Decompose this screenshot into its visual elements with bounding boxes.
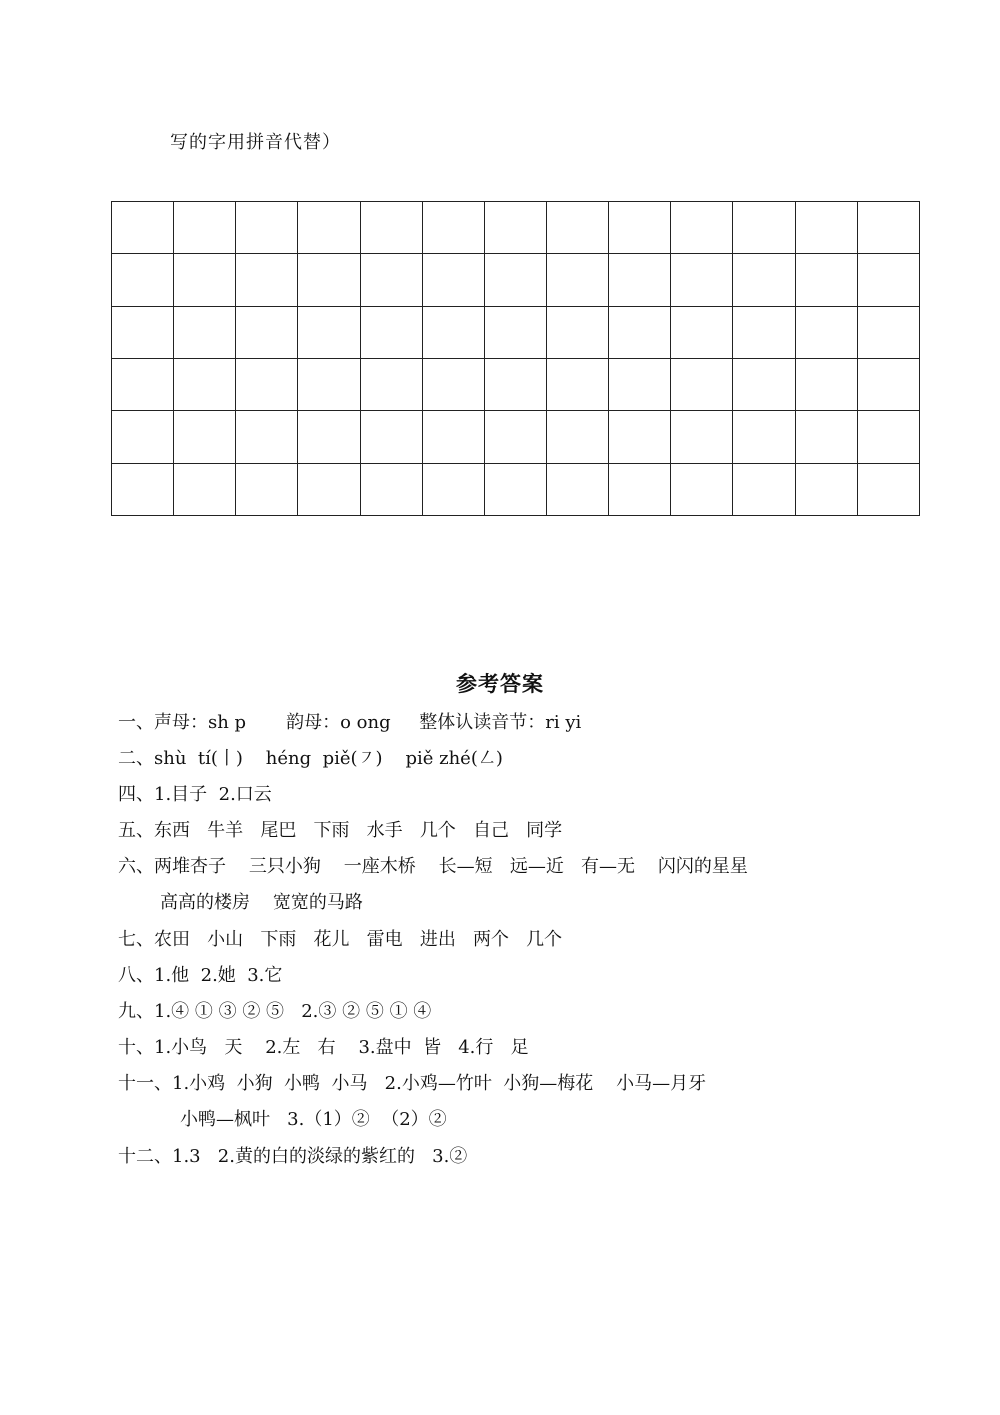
grid-cell (484, 463, 546, 515)
grid-cell (174, 202, 236, 254)
answer-9: 九、1.④ ① ③ ② ⑤ 2.③ ② ⑤ ① ④ (118, 1001, 432, 1022)
grid-cell (795, 202, 857, 254)
answer-4: 四、1.目子 2.口云 (118, 784, 272, 805)
grid-cell (671, 254, 733, 306)
grid-cell (857, 254, 919, 306)
grid-cell (174, 306, 236, 358)
grid-cell (174, 254, 236, 306)
grid-cell (857, 358, 919, 410)
grid-cell (112, 306, 174, 358)
grid-cell (671, 306, 733, 358)
grid-cell (795, 358, 857, 410)
answer-2: 二、shù tí(丨) héng piě(㇇) piě zhé(㇜) (118, 748, 503, 769)
grid-cell (609, 202, 671, 254)
grid-cell (795, 411, 857, 463)
grid-cell (422, 254, 484, 306)
answer-6: 六、两堆杏子 三只小狗 一座木桥 长—短 远—近 有—无 闪闪的星星 (118, 856, 748, 877)
grid-cell (484, 306, 546, 358)
grid-cell (733, 202, 795, 254)
grid-cell (484, 202, 546, 254)
grid-cell (546, 358, 608, 410)
grid-cell (360, 254, 422, 306)
answer-key-title: 参考答案 (456, 672, 544, 696)
grid-row (112, 411, 920, 463)
grid-cell (546, 306, 608, 358)
answer-11: 十一、1.小鸡 小狗 小鸭 小马 2.小鸡—竹叶 小狗—梅花 小马—月牙 (118, 1073, 707, 1094)
answer-1: 一、声母：sh p 韵母：o ong 整体认读音节：ri yi (118, 712, 582, 733)
grid-cell (422, 358, 484, 410)
grid-row (112, 358, 920, 410)
grid-cell (857, 306, 919, 358)
grid-cell (795, 463, 857, 515)
grid-cell (546, 254, 608, 306)
grid-cell (733, 358, 795, 410)
grid-cell (360, 358, 422, 410)
grid-cell (174, 463, 236, 515)
grid-row (112, 254, 920, 306)
grid-cell (671, 463, 733, 515)
grid-cell (422, 463, 484, 515)
grid-cell (298, 463, 360, 515)
grid-cell (546, 202, 608, 254)
grid-cell (236, 202, 298, 254)
grid-cell (609, 358, 671, 410)
grid-cell (671, 358, 733, 410)
grid-cell (298, 202, 360, 254)
grid-cell (671, 202, 733, 254)
grid-row (112, 306, 920, 358)
grid-cell (857, 202, 919, 254)
grid-cell (733, 411, 795, 463)
grid-cell (671, 411, 733, 463)
grid-cell (609, 254, 671, 306)
grid-row (112, 463, 920, 515)
grid-cell (546, 411, 608, 463)
grid-cell (609, 463, 671, 515)
grid-cell (236, 411, 298, 463)
grid-cell (484, 411, 546, 463)
grid-cell (236, 358, 298, 410)
answer-7: 七、农田 小山 下雨 花儿 雷电 进出 两个 几个 (118, 929, 563, 950)
grid-cell (236, 306, 298, 358)
grid-cell (484, 358, 546, 410)
answer-10: 十、1.小鸟 天 2.左 右 3.盘中 皆 4.行 足 (118, 1037, 529, 1058)
grid-cell (484, 254, 546, 306)
grid-cell (236, 463, 298, 515)
grid-cell (857, 411, 919, 463)
grid-cell (236, 254, 298, 306)
answer-6-continued: 高高的楼房 宽宽的马路 (160, 892, 363, 913)
grid-cell (112, 254, 174, 306)
answer-8: 八、1.他 2.她 3.它 (118, 965, 283, 986)
grid-cell (609, 306, 671, 358)
grid-cell (360, 202, 422, 254)
grid-cell (360, 463, 422, 515)
grid-row (112, 202, 920, 254)
grid-cell (857, 463, 919, 515)
grid-cell (733, 306, 795, 358)
grid-cell (298, 254, 360, 306)
grid-cell (609, 411, 671, 463)
grid-cell (422, 411, 484, 463)
instruction-continuation: 写的字用拼音代替） (170, 132, 341, 153)
grid-cell (795, 306, 857, 358)
grid-cell (360, 411, 422, 463)
grid-cell (733, 254, 795, 306)
writing-grid (111, 201, 920, 516)
grid-cell (546, 463, 608, 515)
grid-cell (733, 463, 795, 515)
grid-cell (112, 202, 174, 254)
grid-cell (298, 411, 360, 463)
grid-cell (112, 411, 174, 463)
grid-cell (174, 358, 236, 410)
answer-11-continued: 小鸭—枫叶 3.（1）② （2）② (180, 1109, 447, 1130)
answer-12: 十二、1.3 2.黄的白的淡绿的紫红的 3.② (118, 1146, 468, 1167)
grid-cell (298, 358, 360, 410)
grid-cell (795, 254, 857, 306)
answer-5: 五、东西 牛羊 尾巴 下雨 水手 几个 自己 同学 (118, 820, 563, 841)
grid-cell (422, 306, 484, 358)
grid-cell (174, 411, 236, 463)
grid-cell (112, 358, 174, 410)
grid-cell (360, 306, 422, 358)
grid-cell (298, 306, 360, 358)
grid-cell (112, 463, 174, 515)
grid-cell (422, 202, 484, 254)
